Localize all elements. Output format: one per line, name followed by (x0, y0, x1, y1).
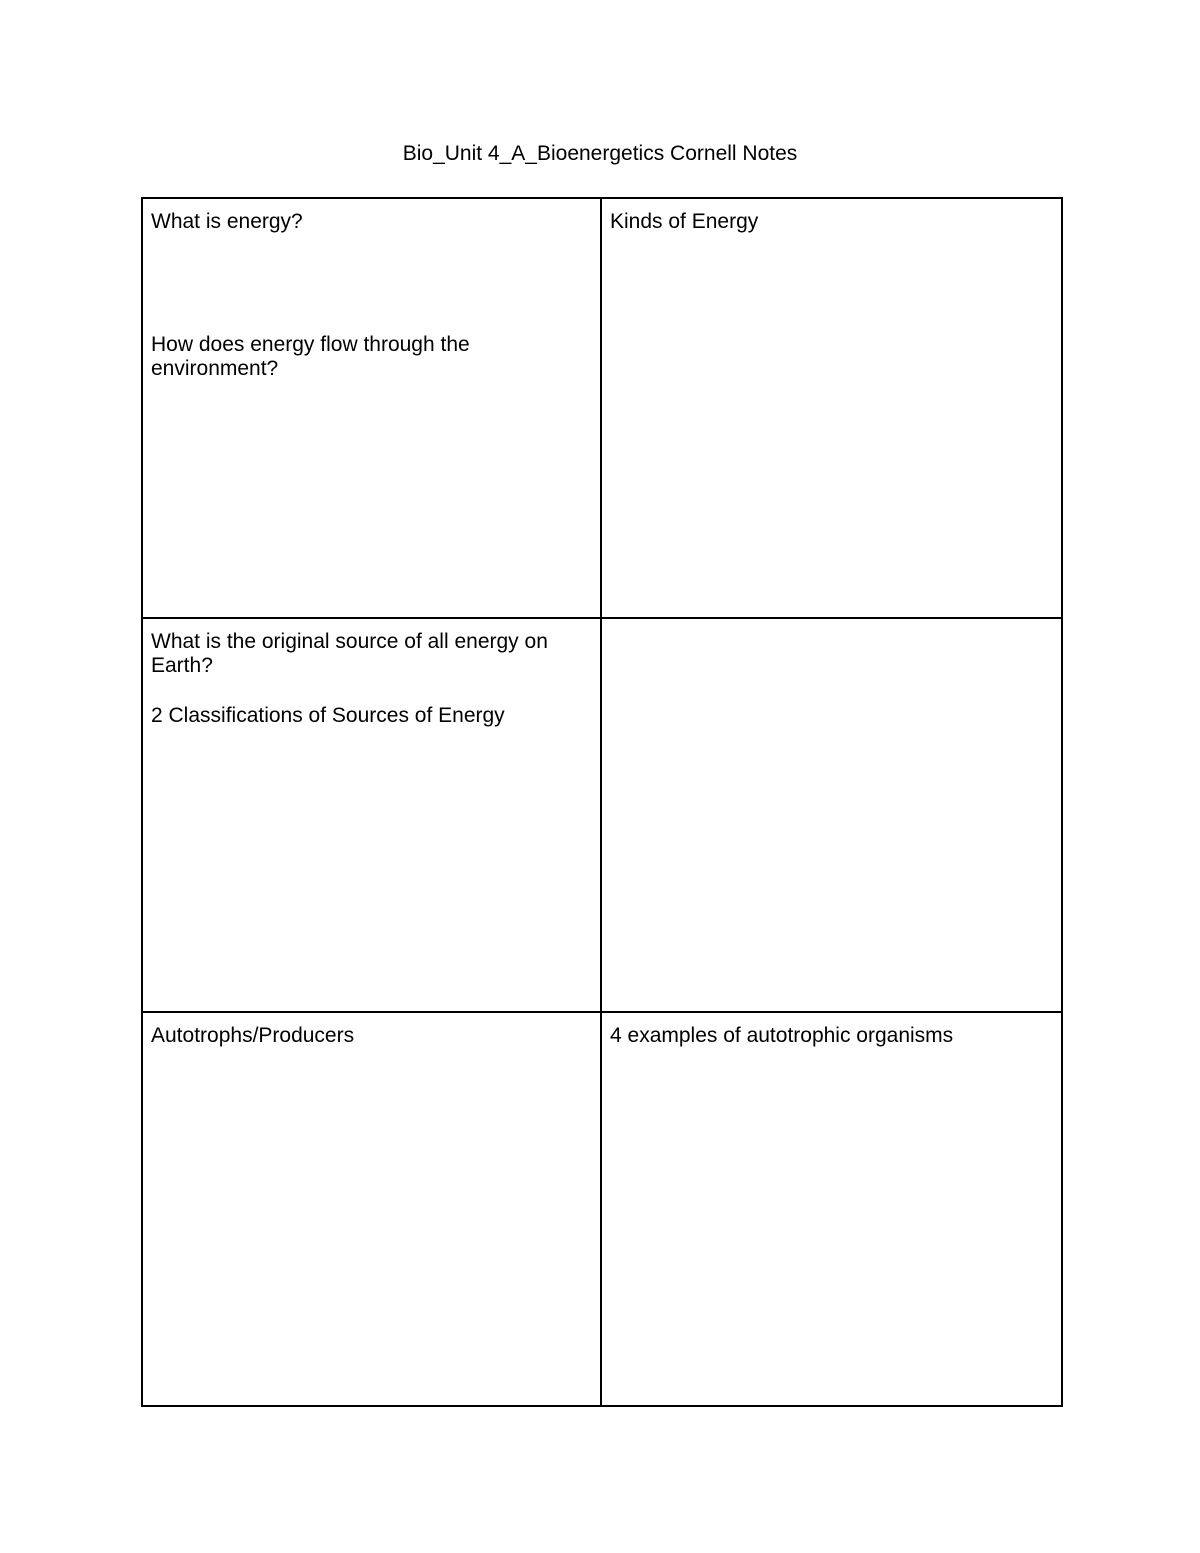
notes-cell-r3-left[interactable] (142, 1012, 601, 1406)
question-what-is-energy: What is energy? (151, 210, 303, 233)
notes-row-1 (142, 198, 1062, 618)
notes-row-2 (142, 618, 1062, 1012)
notes-cell-r2-right[interactable] (601, 618, 1062, 1012)
page-title: Bio_Unit 4_A_Bioenergetics Cornell Notes (402, 142, 798, 165)
heading-autotrophs-producers: Autotrophs/Producers (151, 1024, 355, 1047)
notes-cell-r1-right[interactable] (601, 198, 1062, 618)
notes-cell-r3-right[interactable] (601, 1012, 1062, 1406)
notes-row-3 (142, 1012, 1062, 1406)
notes-cell-r1-left[interactable] (142, 198, 601, 618)
heading-autotrophic-examples: 4 examples of autotrophic organisms (610, 1024, 954, 1047)
question-energy-flow: How does energy flow through the environment? (151, 333, 470, 380)
heading-classifications-of-sources: 2 Classifications of Sources of Energy (151, 704, 505, 727)
cornell-notes-table (141, 197, 1063, 1407)
question-original-source: What is the original source of all energy on Earth? (151, 630, 548, 677)
notes-cell-r2-left[interactable] (142, 618, 601, 1012)
heading-kinds-of-energy: Kinds of Energy (610, 210, 759, 233)
